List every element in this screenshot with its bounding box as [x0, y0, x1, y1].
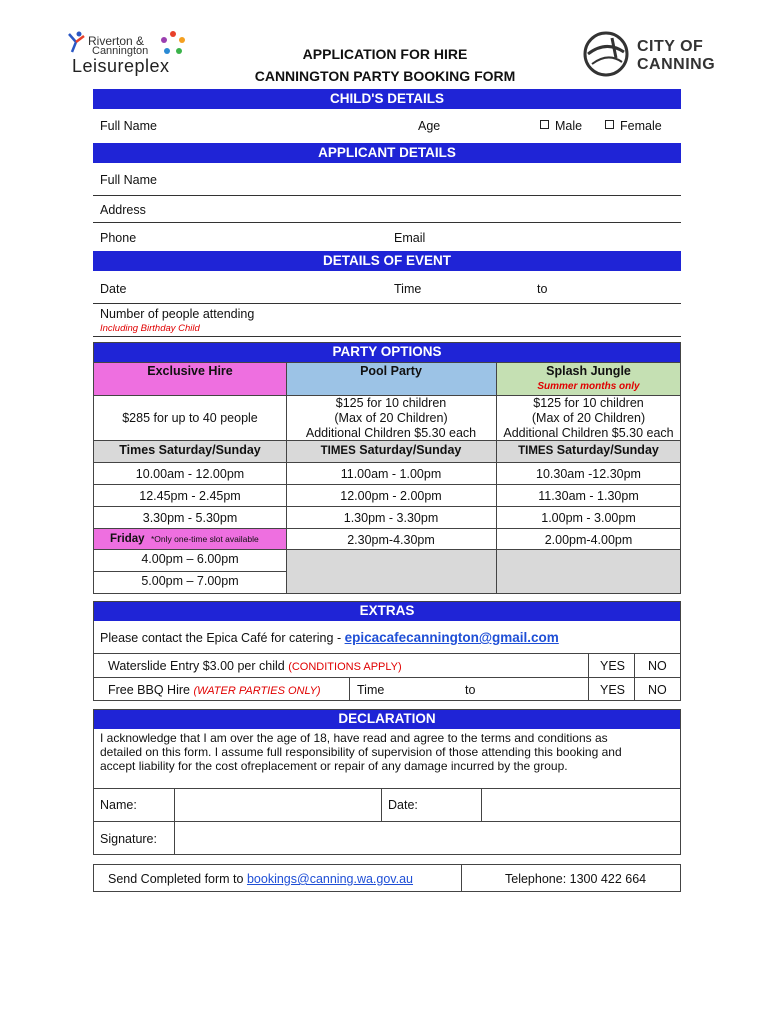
declaration-text-line: detailed on this form. I assume full responsibility of supervision of those attending this booking and [100, 745, 622, 759]
canning-text: CANNING [637, 56, 716, 73]
exclusive-times-header: Times Saturday/Sunday [119, 443, 261, 457]
date-field[interactable] [482, 789, 680, 821]
logo-text-line2: Cannington [92, 45, 149, 57]
catering-text: Please contact the Epica Café for catering - [100, 631, 345, 645]
logo-text-line3: Leisureplex [72, 56, 170, 76]
friday-slot: 4.00pm – 6.00pm [141, 552, 239, 566]
applicant-address-label: Address [100, 203, 146, 217]
name-label: Name: [100, 798, 137, 812]
waterslide-note: (CONDITIONS APPLY) [288, 661, 402, 673]
pool-slot: 12.00pm - 2.00pm [340, 489, 442, 503]
people-attending-label: Number of people attending [100, 307, 255, 321]
exclusive-slot: 3.30pm - 5.30pm [142, 511, 238, 525]
exclusive-hire-title: Exclusive Hire [147, 364, 233, 378]
splash-times-header [497, 443, 680, 457]
signature-label: Signature: [100, 832, 157, 846]
splash-slot: 11.30am - 1.30pm [538, 489, 639, 503]
waterslide-no[interactable]: NO [648, 659, 667, 673]
declaration-text-line: accept liability for the cost ofreplacement or repair of any damage incurred by the group. [100, 759, 568, 773]
female-checkbox[interactable] [605, 120, 614, 129]
divider [93, 222, 681, 223]
form-title-line1: APPLICATION FOR HIRE [302, 46, 468, 62]
friday-slot: 5.00pm – 7.00pm [141, 574, 239, 588]
exclusive-slot: 10.00am - 12.00pm [135, 467, 245, 481]
child-full-name-label: Full Name [100, 119, 157, 133]
form-title-line2: CANNINGTON PARTY BOOKING FORM [254, 68, 516, 84]
grid-line [496, 362, 497, 593]
people-attending-note: Including Birthday Child [100, 323, 200, 334]
pool-party-price-line: (Max of 20 Children) [334, 411, 448, 425]
grid-line [349, 677, 350, 701]
grid-line [286, 362, 287, 593]
splash-times-bold: TIMES [518, 445, 554, 457]
grid-line [94, 440, 681, 441]
pool-grey-cell [286, 549, 496, 593]
male-option[interactable] [540, 119, 582, 133]
friday-text: Friday [110, 533, 145, 545]
applicant-phone-label: Phone [100, 231, 137, 245]
catering-line [100, 630, 559, 645]
catering-email-link[interactable]: epicacafecannington@gmail.com [344, 630, 559, 645]
exclusive-hire-price: $285 for up to 40 people [122, 411, 258, 425]
applicant-full-name-label: Full Name [100, 173, 157, 187]
grid-line [94, 653, 681, 654]
grid-line [588, 653, 589, 701]
declaration-heading: DECLARATION [93, 709, 681, 729]
divider [93, 336, 681, 337]
waterslide-line [108, 659, 402, 673]
pool-slot: 1.30pm - 3.30pm [343, 511, 439, 525]
splash-grey-cell [497, 549, 680, 593]
pool-times-bold: TIMES [320, 445, 356, 457]
city-of-text: CITY OF [637, 38, 704, 55]
event-time-label: Time [394, 282, 422, 296]
female-option[interactable] [605, 119, 662, 133]
event-date-label: Date [100, 282, 127, 296]
city-of-canning-logo [582, 30, 716, 78]
grid-line [94, 362, 681, 363]
send-line [108, 872, 413, 886]
friday-note: *Only one-time slot available [151, 534, 259, 544]
grid-line [174, 788, 175, 855]
male-label: Male [555, 119, 583, 133]
waterslide-text: Waterslide Entry $3.00 per child [108, 659, 289, 673]
event-details-heading: DETAILS OF EVENT [93, 251, 681, 271]
male-checkbox[interactable] [540, 120, 549, 129]
pool-party-price-line: Additional Children $5.30 each [305, 426, 477, 440]
pool-party-title: Pool Party [360, 364, 422, 378]
logo-text-line1: Riverton & [88, 34, 145, 48]
exclusive-slot: 12.45pm - 2.45pm [139, 489, 241, 503]
send-text: Send Completed form to [108, 872, 247, 886]
pool-slot: 11.00am - 1.00pm [340, 467, 442, 481]
signature-field[interactable] [175, 822, 680, 854]
grid-line [94, 549, 681, 550]
childs-details-heading: CHILD'S DETAILS [93, 89, 681, 109]
grid-line [94, 677, 681, 678]
female-label: Female [620, 119, 662, 133]
waterslide-yes[interactable]: YES [600, 659, 626, 673]
splash-slot: 10.30am -12.30pm [536, 467, 641, 481]
bbq-time-label: Time [357, 683, 385, 697]
summer-months-note: Summer months only [537, 381, 640, 392]
bookings-email-link[interactable]: bookings@canning.wa.gov.au [246, 872, 414, 886]
applicant-details-heading: APPLICANT DETAILS [93, 143, 681, 163]
grid-line [94, 484, 681, 485]
pool-times-rest: Saturday/Sunday [355, 443, 462, 457]
bbq-text: Free BBQ Hire [108, 683, 194, 697]
divider [93, 303, 681, 304]
bbq-note: (WATER PARTIES ONLY) [193, 685, 321, 697]
divider [93, 195, 681, 196]
bbq-line [108, 683, 321, 697]
bbq-yes[interactable]: YES [600, 683, 626, 697]
grid-line [94, 506, 681, 507]
date-label: Date: [388, 798, 418, 812]
splash-slot: 1.00pm - 3.00pm [541, 511, 636, 525]
grid-line [634, 653, 635, 701]
grid-line [94, 571, 286, 572]
bbq-to-label: to [465, 683, 476, 697]
splash-jungle-price-line: (Max of 20 Children) [531, 411, 646, 425]
grid-line [94, 395, 681, 396]
grid-line [381, 788, 382, 821]
pool-times-header [286, 443, 496, 457]
pool-slot: 2.30pm-4.30pm [347, 533, 435, 547]
applicant-email-label: Email [394, 231, 426, 245]
grid-line [94, 528, 681, 529]
splash-jungle-price-line: $125 for 10 children [533, 396, 644, 410]
bbq-no[interactable]: NO [648, 683, 667, 697]
name-field[interactable] [175, 789, 381, 821]
event-to-label: to [537, 282, 548, 296]
splash-jungle-price-line: Additional Children $5.30 each [503, 426, 674, 440]
pool-party-price-line: $125 for 10 children [335, 396, 447, 410]
declaration-text-line: I acknowledge that I am over the age of 18, have read and agree to the terms and conditions as [100, 731, 608, 745]
extras-heading: EXTRAS [93, 601, 681, 621]
splash-jungle-title: Splash Jungle [546, 364, 631, 378]
grid-line [94, 462, 681, 463]
grid-line [481, 788, 482, 821]
splash-slot: 2.00pm-4.00pm [544, 533, 633, 547]
splash-times-rest: Saturday/Sunday [553, 443, 659, 457]
party-options-heading: PARTY OPTIONS [93, 342, 681, 362]
friday-label [110, 531, 259, 545]
canning-emblem-icon [582, 30, 630, 78]
grid-line [461, 864, 462, 892]
child-age-label: Age [418, 119, 441, 133]
telephone-text: Telephone: 1300 422 664 [505, 872, 647, 886]
